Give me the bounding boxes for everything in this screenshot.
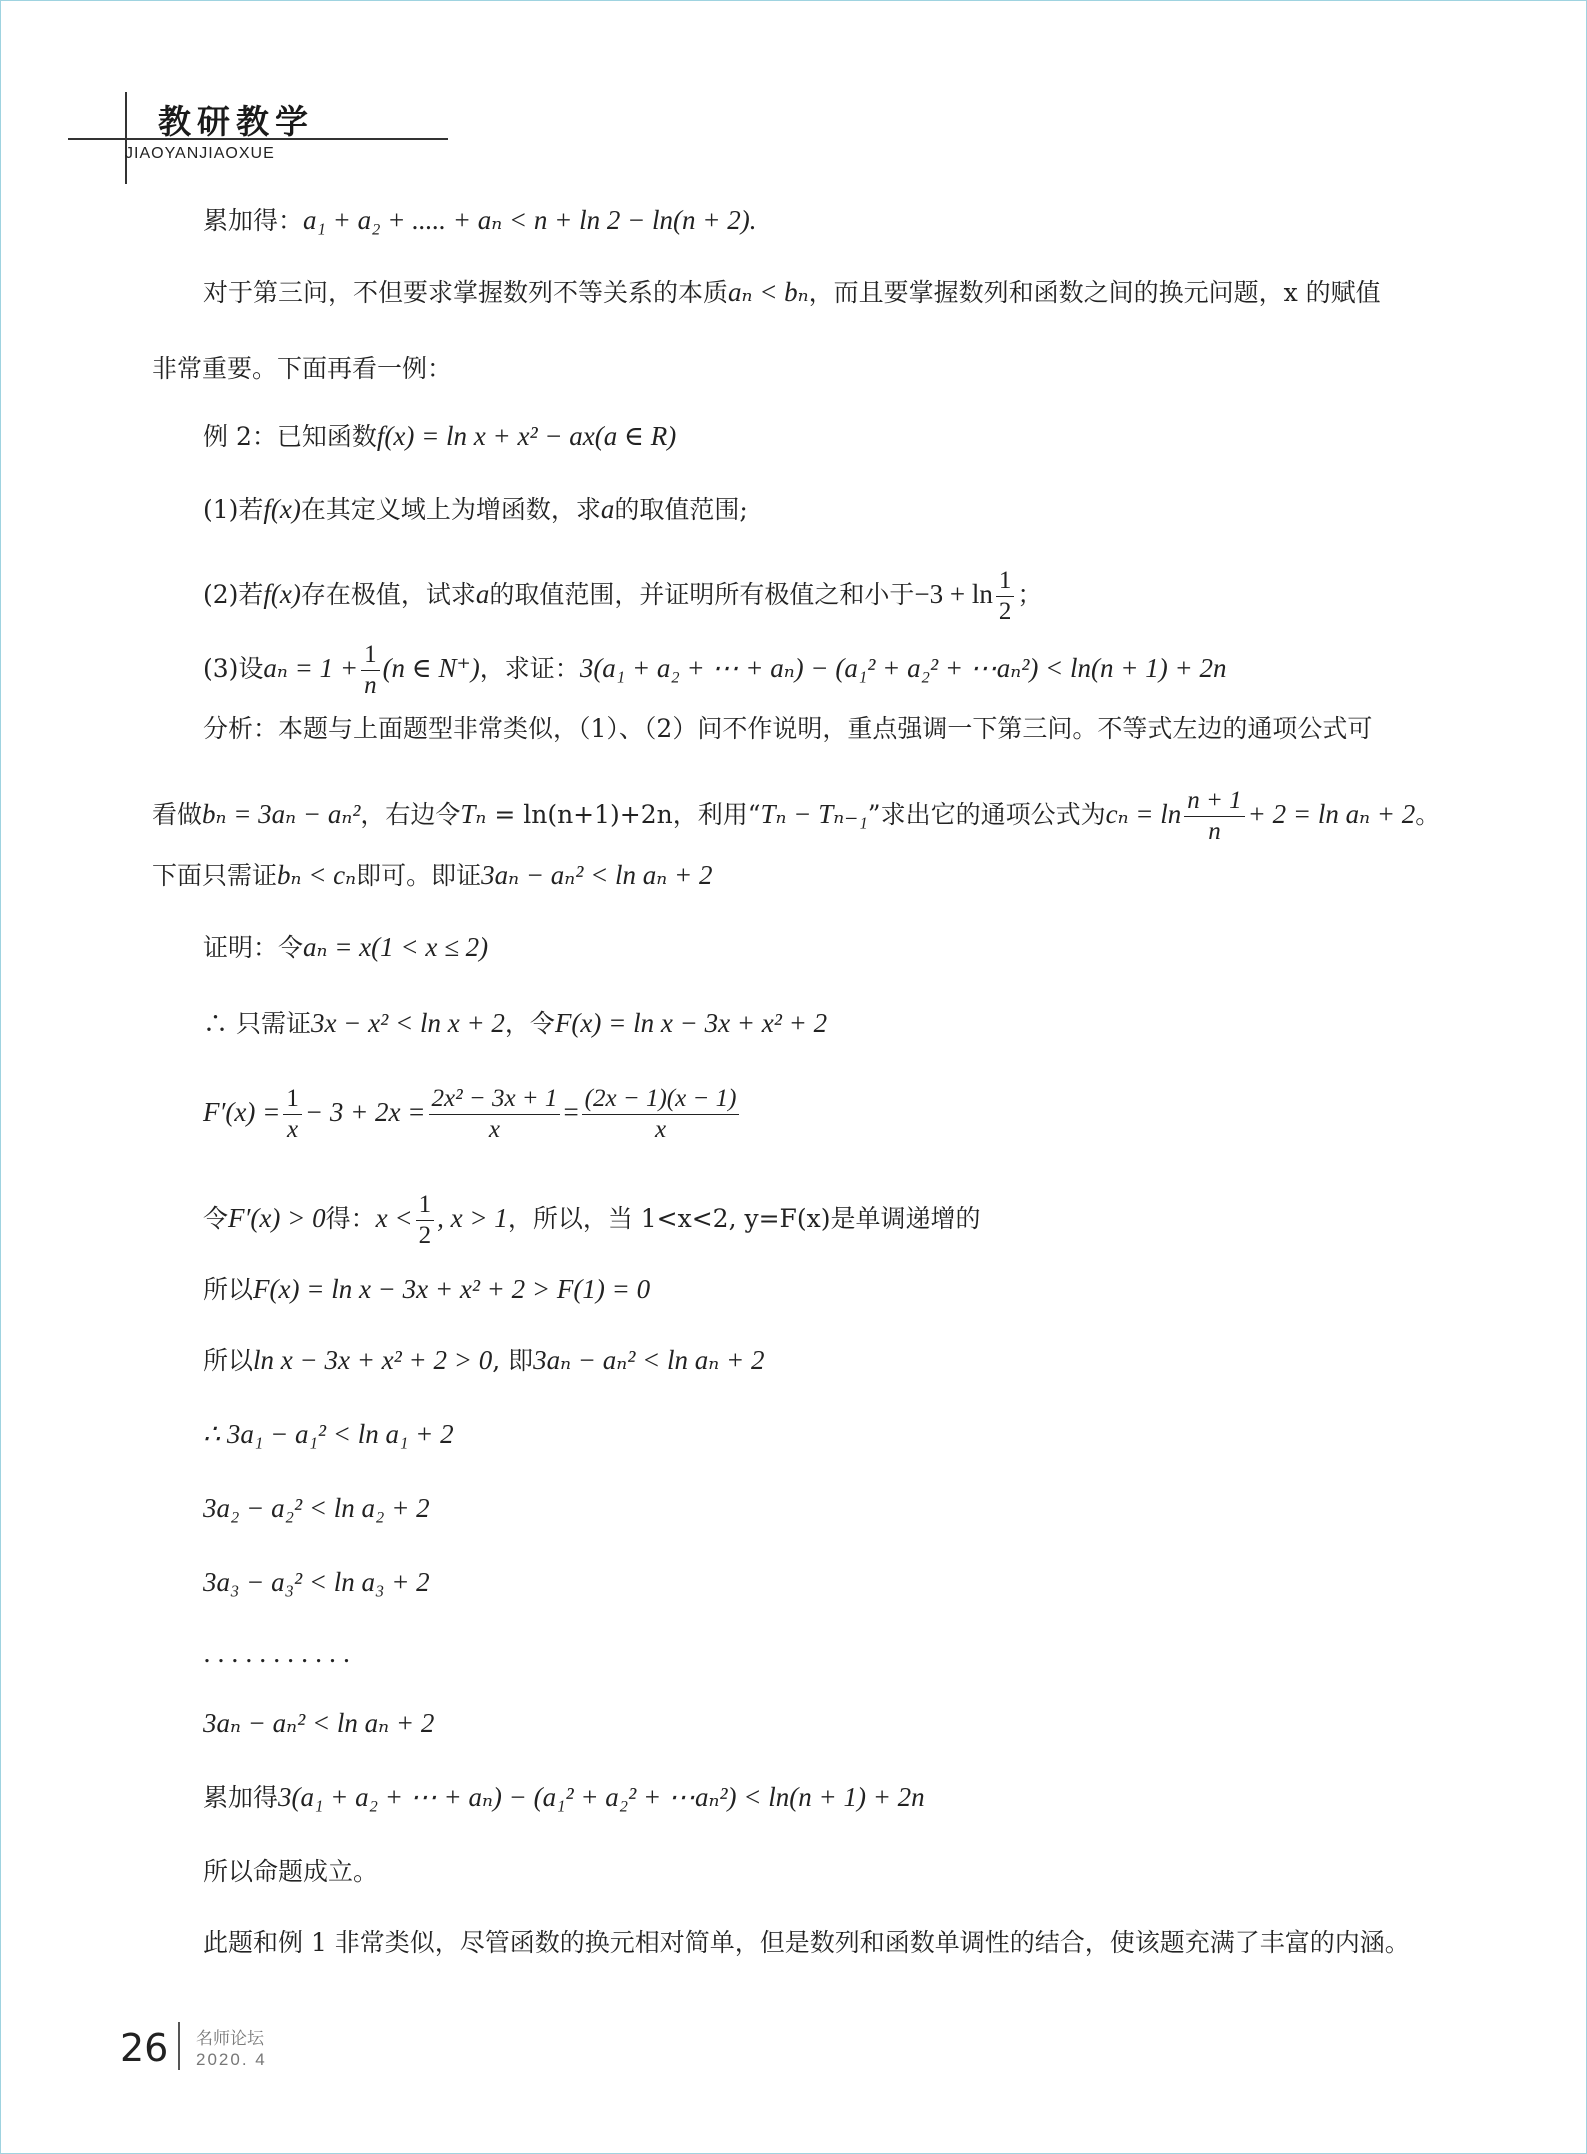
- example-2-line: 例 2：已知函数f(x) = ln x + x² − ax(a ∈ R): [203, 421, 677, 451]
- page-number: 26: [120, 2026, 169, 2070]
- proof-line-4: 所以F(x) = ln x − 3x + x² + 2 > F(1) = 0: [203, 1274, 651, 1304]
- fraction-one-half: $\frac{1}{2}$: [996, 566, 1015, 627]
- header-title: 教研教学: [158, 102, 314, 141]
- analysis-line-1: 分析：本题与上面题型非常类似，（1）、（2）问不作说明，重点强调一下第三问。不等式左边的通项公式可: [203, 714, 1373, 743]
- analysis-line-3: 下面只需证bₙ < cₙ即可。即证3aₙ − aₙ² < ln aₙ + 2: [152, 860, 713, 890]
- text-line-1: 累加得：a₁ + a₂ + ..... + aₙ < n + ln 2 − ln(n + 2).: [203, 205, 757, 235]
- conclusion-line: 所以命题成立。: [203, 1857, 379, 1886]
- fraction-n-plus-1-over-n: $\frac{n + 1}{n}$: [1184, 786, 1244, 847]
- footer-rule: [178, 2022, 180, 2070]
- closing-remark: 此题和例 1 非常类似，尽管函数的换元相对简单，但是数列和函数单调性的结合，使该题充满了丰富的内涵。: [203, 1928, 1410, 1957]
- inequality-an: 3aₙ − aₙ² < ln aₙ + 2: [203, 1708, 435, 1738]
- inequality-a3: 3a₃ − a₃² < ln a₃ + 2: [203, 1567, 430, 1597]
- footer-date: 2020. 4: [196, 2050, 267, 2069]
- fraction-factored-over-x: $\frac{(2x - 1)(x - 1)}{x}$: [582, 1084, 740, 1145]
- text-line-3: 非常重要。下面再看一例：: [152, 354, 453, 383]
- question-1-line: (1)若f(x)在其定义域上为增函数，求a的取值范围;: [203, 494, 748, 524]
- header-subtitle: JIAOYANJIAOXUE: [125, 145, 275, 162]
- proof-line-1: 证明：令aₙ = x(1 < x ≤ 2): [203, 932, 489, 962]
- summation-line: 累加得3(a₁ + a₂ + ⋯ + aₙ) − (a₁² + a₂² + ⋯aₙ²) < ln(n + 1) + 2n: [203, 1782, 925, 1812]
- footer-column-name: 名师论坛: [196, 2029, 264, 2049]
- question-2-line: (2)若f(x)存在极值，试求a的取值范围，并证明所有极值之和小于−3 + ln $\frac{1}{2}$ ；: [203, 567, 1043, 625]
- inequality-a2: 3a₂ − a₂² < ln a₂ + 2: [203, 1493, 430, 1523]
- inequality-a1: ∴ 3a₁ − a₁² < ln a₁ + 2: [203, 1419, 454, 1449]
- derivative-line: F′(x) = $\frac{1}{x}$ − 3 + 2x = $\frac{\text{2x² − 3x + 1}}{x}$ = $\frac{(2x - 1)(x - 1)}{x}$: [203, 1084, 742, 1145]
- question-3-line: (3)设aₙ = 1 + $\frac{1}{n}$ (n ∈ N⁺)，求证：3(a₁ + a₂ + ⋯ + aₙ) − (a₁² + a₂² + ⋯aₙ²) < ln(n + 1) + 2n: [203, 641, 1227, 699]
- proof-line-3: 令F′(x) > 0得：x < $\frac{1}{2}$ , x > 1，所以，当 1<x<2, y=F(x)是单调递增的: [203, 1191, 981, 1249]
- fraction-one-half-b: $\frac{1}{2}$: [416, 1190, 435, 1251]
- proof-line-5: 所以ln x − 3x + x² + 2 > 0, 即3aₙ − aₙ² < ln aₙ + 2: [203, 1345, 765, 1375]
- fraction-one-over-n: $\frac{1}{n}$: [361, 640, 380, 701]
- proof-line-2: ∴ 只需证3x − x² < ln x + 2，令F(x) = ln x − 3x + x² + 2: [203, 1008, 828, 1038]
- text-line-2: 对于第三问，不但要求掌握数列不等关系的本质aₙ < bₙ，而且要掌握数列和函数之间的换元问题，x 的赋值: [203, 277, 1381, 307]
- ellipsis-line: ...........: [203, 1639, 357, 1668]
- fraction-quadratic-over-x: $\frac{\text{2x² − 3x + 1}}{x}$: [429, 1084, 561, 1145]
- analysis-line-2: 看做bₙ = 3aₙ − aₙ²，右边令Tₙ = ln(n+1)+2n，利用“Tₙ − Tₙ₋₁”求出它的通项公式为cₙ = ln $\frac{n + 1}{n}$ + 2 = ln aₙ + 2。: [152, 787, 1441, 845]
- fraction-1-over-x: $\frac{1}{x}$: [283, 1084, 302, 1145]
